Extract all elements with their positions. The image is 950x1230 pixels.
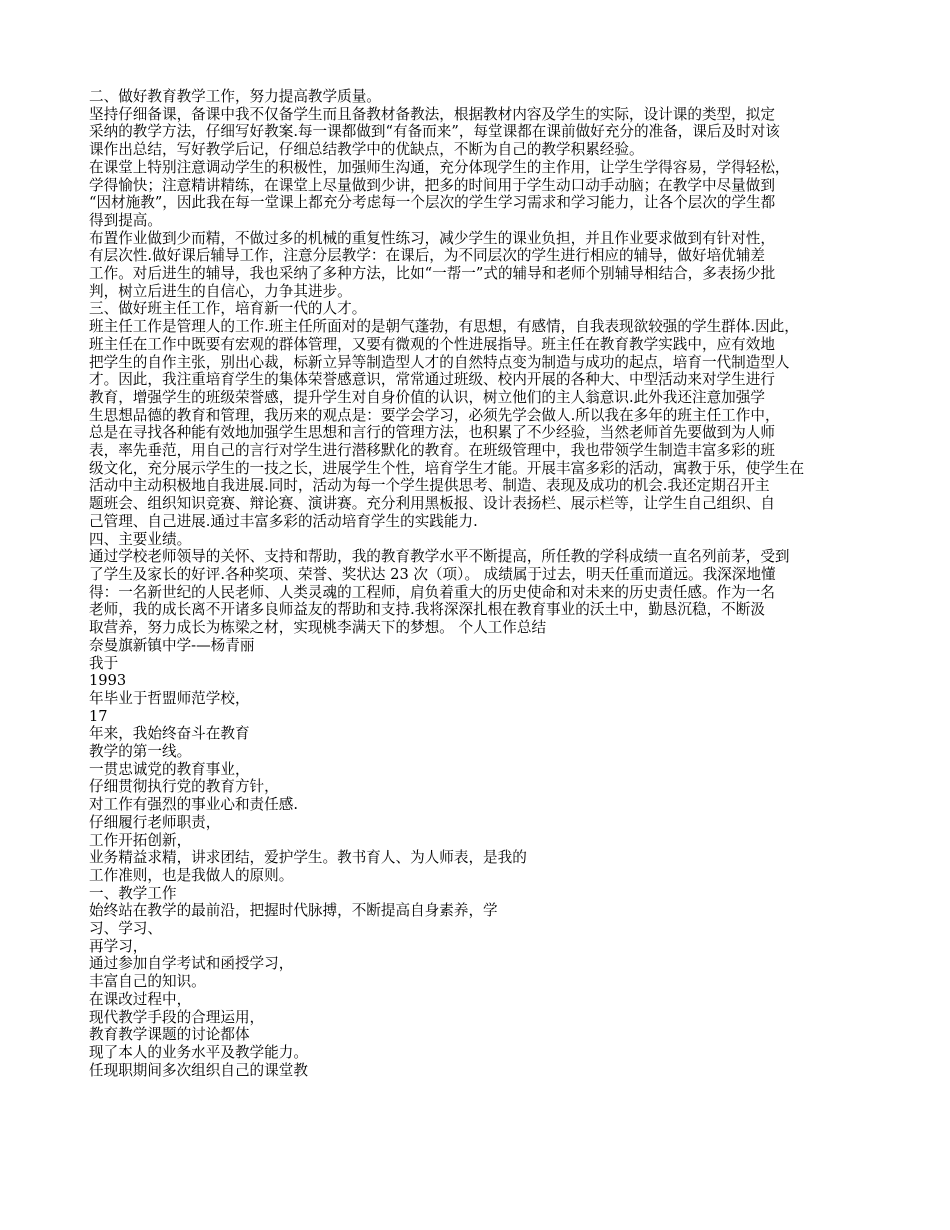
text-line: 现了本人的业务水平及教学能力。 (89, 1043, 308, 1061)
text-line: 一、教学工作 (89, 884, 177, 902)
text-line: 得到提高。 (89, 211, 162, 229)
text-line: 习、学习、 (89, 920, 162, 938)
text-line: 己管理、自己进展.通过丰富多彩的活动培育学生的实践能力. (89, 512, 478, 530)
text-line: 工作。对后进生的辅导，我也采纳了多种方法，比如“一帮一”式的辅导和老师个别辅导相结合，多表扬少批 (89, 265, 776, 283)
text-line: 仔细履行老师职责， (89, 813, 221, 831)
text-line: 老师，我的成长离不开诸多良师益友的帮助和支持.我将深深扎根在教育事业的沃土中，勤恳沉稳，不断汲 (89, 601, 765, 619)
text-line: 丰富自己的知识。 (89, 973, 206, 991)
text-line: 判，树立后进生的自信心，力争其进步。 (89, 282, 352, 300)
text-line: 班主任工作是管理人的工作.班主任所面对的是朝气蓬勃，有思想，有感情，自我表现欲较强的学生群体.因此， (89, 318, 799, 336)
text-line: 我于 (89, 654, 119, 672)
text-line: 学得愉快；注意精讲精练，在课堂上尽量做到少讲，把多的时间用于学生动口动手动脑；在教学中尽量做到 (89, 176, 775, 194)
text-line: 通过学校老师领导的关怀、支持和帮助，我的教育教学水平不断提高，所任教的学科成绩一直名列前茅，受到 (89, 548, 790, 566)
text-line: 级文化，充分展示学生的一技之长，进展学生个性，培育学生才能。开展丰富多彩的活动，寓教于乐，使学生在 (89, 459, 805, 477)
text-line: 表，率先垂范，用自己的言行对学生进行潜移默化的教育。在班级管理中，我也带领学生制造丰富多彩的班 (89, 442, 775, 460)
text-line: 把学生的自作主张，别出心裁，标新立异等制造型人才的自然特点变为制造与成功的起点，培育一代制造型人 (89, 353, 790, 371)
text-line: 一贯忠诚党的教育事业， (89, 760, 250, 778)
text-line: 1993 (89, 672, 127, 690)
text-line: 现代教学手段的合理运用， (89, 1008, 265, 1026)
text-line: 有层次性.做好课后辅导工作，注意分层教学：在课后，为不同层次的学生进行相应的辅导，做好培优辅差 (89, 247, 765, 265)
text-line: 活动中主动积极地自我进展.同时，活动为每一个学生提供思考、制造、表现及成功的机会.我还定期召开主 (89, 477, 770, 495)
text-line: 始终站在教学的最前沿，把握时代脉搏，不断提高自身素养，学 (89, 902, 498, 920)
text-line: 总是在寻找各种能有效地加强学生思想和言行的管理方法，也积累了不少经验，当然老师首先要做到为人师 (89, 424, 775, 442)
text-line: 课作出总结，写好教学后记，仔细总结教学中的优缺点，不断为自己的教学积累经验。 (89, 141, 644, 159)
text-line: 二、做好教育教学工作，努力提高教学质量。 (89, 88, 381, 105)
text-line: 17 (89, 707, 108, 725)
text-line: “因材施教”，因此我在每一堂课上都充分考虑每一个层次的学生学习需求和学习能力，让各个层次的学生都 (89, 194, 776, 212)
text-line: 得：一名新世纪的人民老师、人类灵魂的工程师，肩负着重大的历史使命和对未来的历史责任感。作为一名 (89, 583, 775, 601)
text-line: 通过参加自学考试和函授学习， (89, 955, 294, 973)
text-line: 仔细贯彻执行党的教育方针， (89, 778, 279, 796)
document-body (89, 88, 879, 1079)
text-line: 任现职期间多次组织自己的课堂教 (89, 1061, 308, 1079)
text-line: 年毕业于哲盟师范学校， (89, 689, 250, 707)
text-line: 对工作有强烈的事业心和责任感. (89, 796, 298, 814)
text-line: 在课堂上特别注意调动学生的积极性，加强师生沟通，充分体现学生的主作用，让学生学得容易，学得轻松， (89, 158, 790, 176)
text-line: 布置作业做到少而精，不做过多的机械的重复性练习，减少学生的课业负担，并且作业要求做到有针对性， (89, 229, 775, 247)
text-line: 四、主要业绩。 (89, 530, 192, 548)
text-line: 业务精益求精，讲求团结，爱护学生。教书育人、为人师表，是我的 (89, 849, 527, 867)
text-line: 了学生及家长的好评.各种奖项、荣誉、奖状达 23 次（项）。 成绩属于过去，明天任重而道远。我深深地懂 (89, 565, 776, 583)
text-line: 才。因此，我注重培育学生的集体荣誉感意识，常常通过班级、校内开展的各种大、中型活动来对学生进行 (89, 371, 775, 389)
text-line: 采纳的教学方法，仔细写好教案.每一课都做到“有备而来”，每堂课都在课前做好充分的准备，课后及时对该 (89, 123, 780, 141)
text-line: 教育教学课题的讨论都体 (89, 1026, 250, 1044)
text-line: 取营养，努力成长为栋梁之材，实现桃李满天下的梦想。 个人工作总结 (89, 619, 547, 637)
text-line: 坚持仔细备课，备课中我不仅备学生而且备教材备教法，根据教材内容及学生的实际，设计课的类型，拟定 (89, 105, 775, 123)
text-line: 再学习， (89, 937, 148, 955)
text-line: 题班会、组织知识竞赛、辩论赛、演讲赛。充分利用黑板报、设计表扬栏、展示栏等，让学生自己组织、自 (89, 495, 775, 513)
text-line: 教育，增强学生的班级荣誉感，提升学生对自身价值的认识，树立他们的主人翁意识.此外我还注意加强学 (89, 388, 765, 406)
text-line: 班主任在工作中既要有宏观的群体管理，又要有微观的个性进展指导。班主任在教育教学实践中，应有效地 (89, 335, 775, 353)
text-line: 工作准则，也是我做人的原则。 (89, 866, 294, 884)
text-line: 在课改过程中， (89, 990, 192, 1008)
text-line: 教学的第一线。 (89, 743, 192, 761)
text-line: 奈曼旗新镇中学-—杨青丽 (89, 636, 255, 654)
text-line: 生思想品德的教育和管理，我历来的观点是：要学会学习，必须先学会做人.所以我在多年的班主任工作中， (89, 406, 780, 424)
text-line: 工作开拓创新， (89, 831, 192, 849)
text-line: 年来，我始终奋斗在教育 (89, 725, 250, 743)
text-line: 三、做好班主任工作，培育新一代的人才。 (89, 300, 367, 318)
